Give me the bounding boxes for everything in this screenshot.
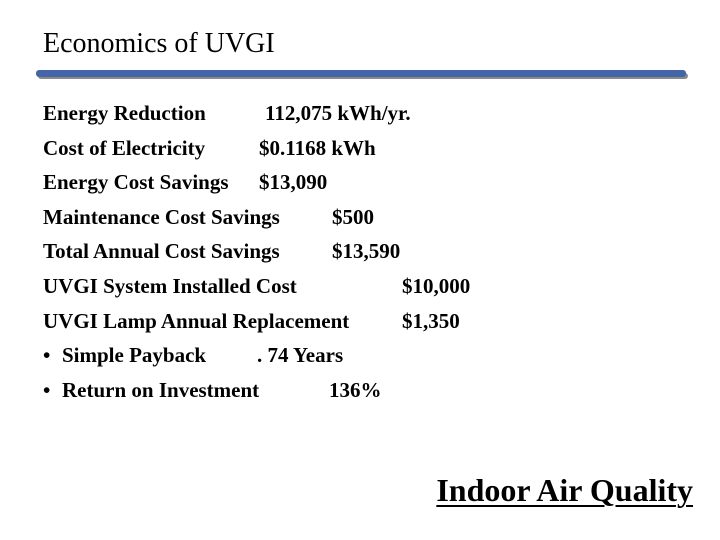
bullet-value: . 74 Years: [257, 343, 344, 367]
row-label: Cost of Electricity: [43, 136, 206, 160]
row-label: Maintenance Cost Savings: [43, 205, 280, 229]
row-label: Total Annual Cost Savings: [43, 239, 280, 263]
row-value: 112,075 kWh/yr.: [265, 101, 411, 125]
footer-title: Indoor Air Quality: [436, 472, 693, 508]
bullet-label: Simple Payback: [62, 343, 207, 367]
row-value: $0.1168 kWh: [259, 136, 376, 160]
bullet-label: Return on Investment: [62, 378, 260, 402]
row-value: $10,000: [402, 274, 471, 298]
row-label: UVGI System Installed Cost: [43, 274, 297, 298]
row-label: UVGI Lamp Annual Replacement: [43, 309, 350, 333]
row-label: Energy Reduction: [43, 101, 206, 125]
row-value: $1,350: [402, 309, 460, 333]
row-label: Energy Cost Savings: [43, 170, 229, 194]
row-value: $13,590: [332, 239, 401, 263]
bullet-icon: •: [43, 378, 51, 402]
row-value: $13,090: [259, 170, 328, 194]
title-rule: [36, 70, 686, 77]
slide-title: Economics of UVGI: [43, 28, 275, 59]
row-value: $500: [332, 205, 374, 229]
bullet-value: 136%: [329, 378, 382, 402]
bullet-icon: •: [43, 343, 51, 367]
